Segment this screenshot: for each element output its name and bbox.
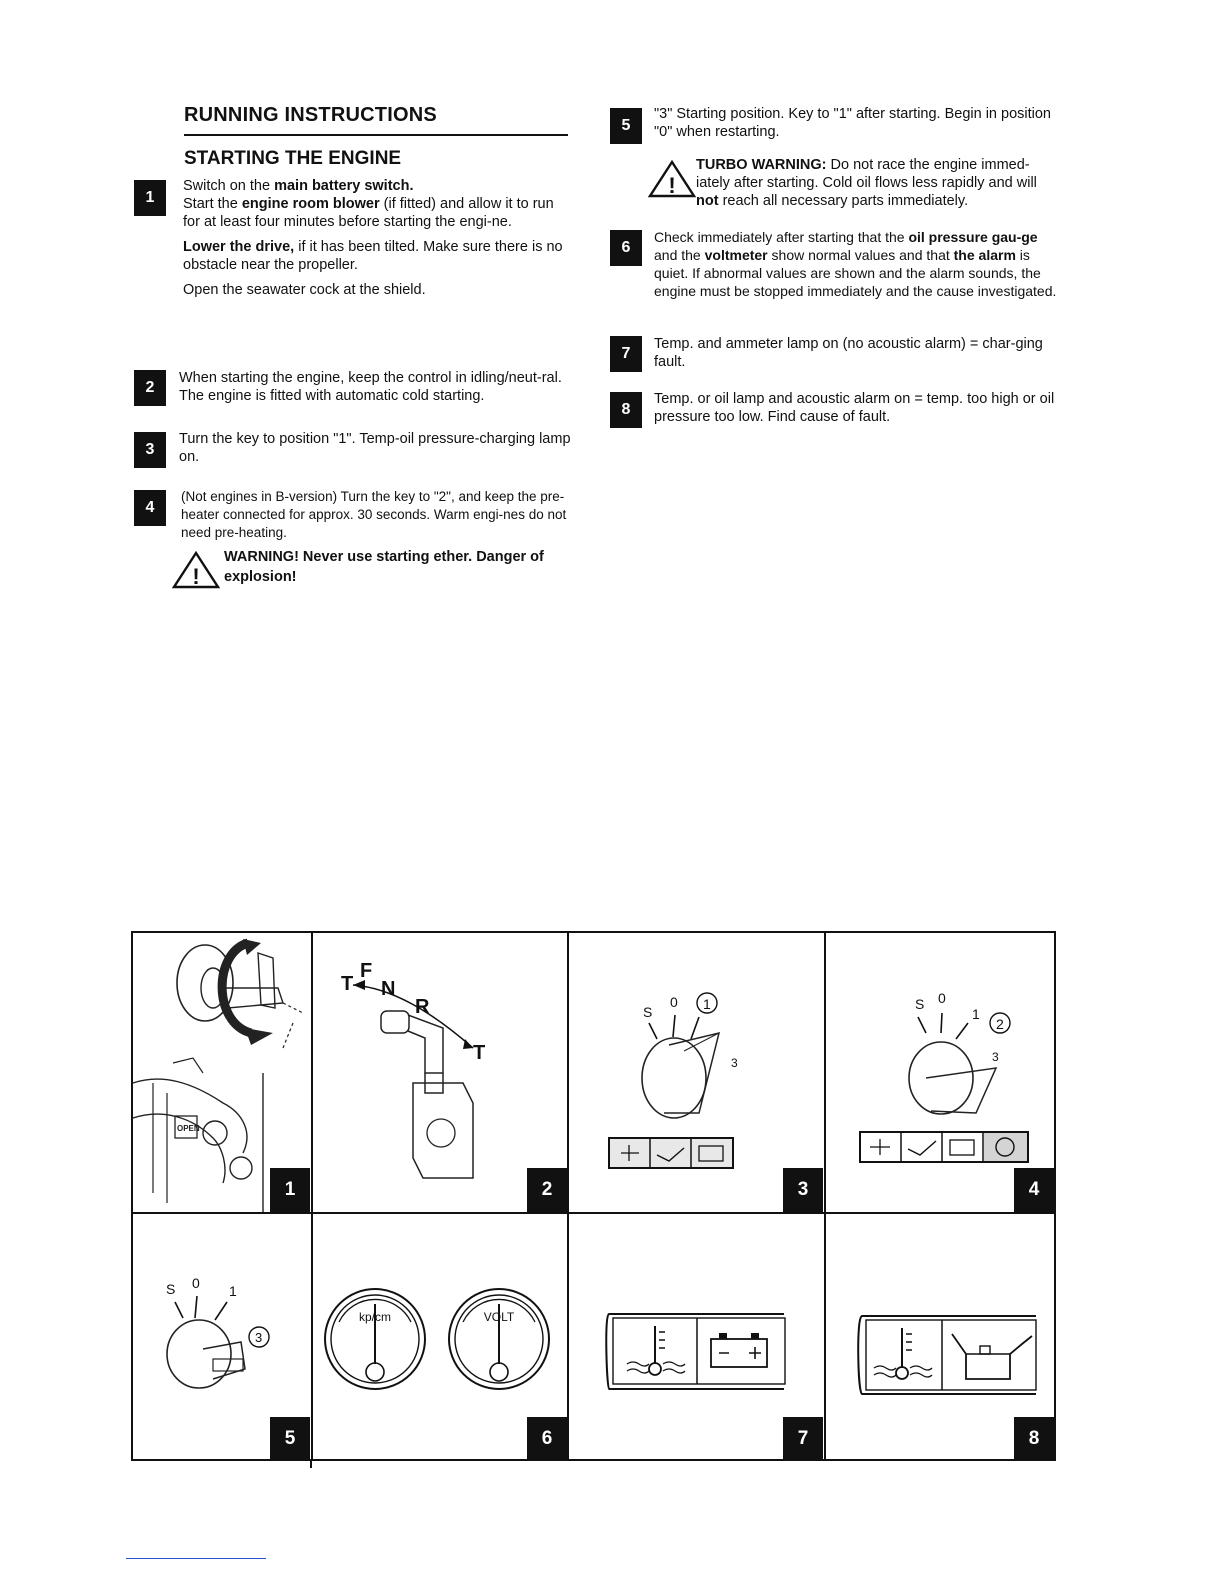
figure-8-temp-oil-lamps bbox=[826, 1214, 1056, 1461]
voltmeter-gauge-label: VOLT bbox=[483, 1310, 515, 1324]
lever-position-label: T bbox=[473, 1042, 486, 1064]
step-1-text: Switch on the main battery switch. Start the engine room blower (if fitted) and allow it to run for at least four minutes before starting the engi-ne. Lower the drive, if it has been tilted. Make sure there is no obstacle near the propeller. Open the seawater cock at the shield. bbox=[183, 178, 563, 298]
step-badge-4: 4 bbox=[134, 490, 166, 526]
svg-text:!: ! bbox=[668, 173, 676, 198]
step-6-text: Check immediately after starting that the oil pressure gau-ge and the voltmeter show normal values and that the alarm is quiet. If abnormal values are shown and the alarm sounds, the engine must be stopped immediately and the cause investigated. bbox=[654, 229, 1057, 299]
step-4-warning bbox=[172, 547, 572, 587]
step-badge-3: 3 bbox=[134, 432, 166, 468]
figure-grid-tick bbox=[310, 1460, 312, 1468]
figure-badge-6: 6 bbox=[527, 1417, 567, 1461]
key-position-label: 0 bbox=[938, 990, 946, 1006]
key-position-label: 3 bbox=[992, 1050, 999, 1064]
oil-pressure-gauge-icon bbox=[325, 1289, 425, 1389]
voltmeter-gauge-icon bbox=[449, 1289, 549, 1389]
figure-6-gauges bbox=[313, 1214, 567, 1461]
step-3-text: Turn the key to position "1". Temp-oil pressure-charging lamp on. bbox=[179, 431, 571, 465]
step-8-text: Temp. or oil lamp and acoustic alarm on = temp. too high or oil pressure too low. Find cause of fault. bbox=[654, 391, 1055, 425]
figure-5-ignition-key-start bbox=[133, 1214, 311, 1461]
key-position-label: 1 bbox=[229, 1283, 237, 1299]
step-badge-6: 6 bbox=[610, 230, 642, 266]
figure-4-ignition-key-position-2 bbox=[826, 933, 1056, 1212]
lever-position-label: N bbox=[381, 978, 396, 1000]
lever-position-label: R bbox=[415, 996, 430, 1018]
lever-position-label: F bbox=[360, 960, 373, 982]
svg-text:!: ! bbox=[192, 564, 200, 589]
footer-line bbox=[126, 1558, 266, 1559]
temperature-lamp-icon bbox=[874, 1328, 932, 1379]
figure-badge-4: 4 bbox=[1014, 1168, 1054, 1212]
turbo-warning-text: TURBO WARNING: Do not race the engine immed-iately after starting. Cold oil flows less rapidly and will not reach all necessary parts immediately. bbox=[696, 157, 1037, 209]
figure-badge-8: 8 bbox=[1014, 1417, 1054, 1461]
temperature-lamp-icon bbox=[627, 1326, 685, 1375]
step-badge-8: 8 bbox=[610, 392, 642, 428]
figure-3-ignition-key-position-1 bbox=[569, 933, 824, 1212]
step-badge-1: 1 bbox=[134, 180, 166, 216]
step-4-text: (Not engines in B-version) Turn the key to "2", and keep the pre-heater connected for approx. 30 seconds. Warm engi-nes do not need pre-heating. bbox=[181, 489, 567, 540]
key-position-label: 3 bbox=[731, 1056, 738, 1070]
battery-lamp-icon bbox=[711, 1333, 767, 1367]
figure-7-temp-charging-lamps bbox=[569, 1214, 824, 1461]
figure-badge-5: 5 bbox=[270, 1417, 310, 1461]
step-badge-7: 7 bbox=[610, 336, 642, 372]
oil-can-lamp-icon bbox=[952, 1334, 1032, 1379]
figure-2-control-lever bbox=[313, 933, 567, 1212]
key-position-label: 0 bbox=[192, 1275, 200, 1291]
key-position-label: 1 bbox=[972, 1006, 980, 1022]
open-label: OPEN bbox=[177, 1124, 200, 1133]
key-position-label: 2 bbox=[996, 1016, 1004, 1032]
figure-1-seawater-cock bbox=[133, 933, 311, 1212]
title-rule bbox=[184, 134, 568, 136]
figure-badge-7: 7 bbox=[783, 1417, 823, 1461]
key-position-label: S bbox=[643, 1004, 653, 1020]
key-position-label: 3 bbox=[255, 1330, 263, 1345]
warning-triangle-icon bbox=[648, 160, 696, 198]
oil-pressure-gauge-label: kp/cm bbox=[358, 1310, 392, 1324]
step-7-text: Temp. and ammeter lamp on (no acoustic alarm) = char-ging fault. bbox=[654, 336, 1043, 370]
step-5-text: "3" Starting position. Key to "1" after starting. Begin in position "0" when restarting. bbox=[654, 106, 1052, 140]
figure-badge-3: 3 bbox=[783, 1168, 823, 1212]
figure-badge-1: 1 bbox=[270, 1168, 310, 1212]
warning-text: WARNING! Never use starting ether. Danger of explosion! bbox=[224, 549, 544, 585]
section-title: STARTING THE ENGINE bbox=[184, 148, 402, 169]
step-2-text: When starting the engine, keep the control in idling/neut-ral. The engine is fitted with automatic cold starting. bbox=[179, 370, 562, 404]
step-badge-2: 2 bbox=[134, 370, 166, 406]
warning-triangle-icon bbox=[172, 551, 220, 589]
step-badge-5: 5 bbox=[610, 108, 642, 144]
key-position-label: S bbox=[166, 1281, 176, 1297]
key-position-label: 0 bbox=[670, 994, 678, 1010]
step-5-turbo-warning bbox=[648, 156, 1060, 210]
figure-badge-2: 2 bbox=[527, 1168, 567, 1212]
lever-position-label: T bbox=[341, 973, 354, 995]
page-title: RUNNING INSTRUCTIONS bbox=[184, 104, 437, 126]
figure-grid bbox=[131, 931, 1056, 1461]
key-position-label: S bbox=[915, 996, 925, 1012]
key-position-label: 1 bbox=[703, 996, 711, 1012]
